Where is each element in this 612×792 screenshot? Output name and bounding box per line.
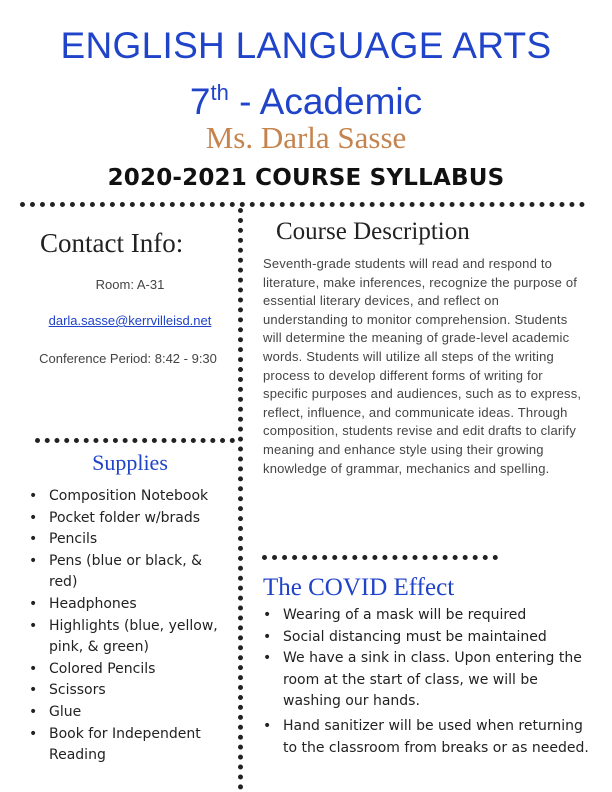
contact-heading: Contact Info: xyxy=(40,228,184,258)
supplies-heading: Supplies xyxy=(92,450,168,475)
conference-period: Conference Period: 8:42 - 9:30 xyxy=(39,351,217,366)
contact-divider xyxy=(35,438,235,443)
list-item: • Hand sanitizer will be used when returning to the classroom from breaks or as needed. xyxy=(254,716,589,759)
list-item: • Book for Independent Reading xyxy=(20,724,232,767)
grade-number: 7 xyxy=(189,81,211,122)
page-subtitle xyxy=(0,70,612,125)
list-item: • Pocket folder w/brads xyxy=(20,508,232,530)
list-item: • Pens (blue or black, & red) xyxy=(20,551,232,594)
course-heading: Course Description xyxy=(276,218,470,245)
covid-list xyxy=(254,605,589,759)
column-divider xyxy=(238,208,243,790)
list-item: • Pencils xyxy=(20,529,232,551)
course-divider xyxy=(262,555,498,560)
list-item: • Composition Notebook xyxy=(20,486,232,508)
teacher-name: Ms. Darla Sasse xyxy=(205,120,407,155)
syllabus-heading: 2020-2021 COURSE SYLLABUS xyxy=(107,165,505,191)
top-divider xyxy=(20,202,585,207)
list-item: • Headphones xyxy=(20,594,232,616)
list-item: • Colored Pencils xyxy=(20,659,232,681)
list-item: • Social distancing must be maintained xyxy=(254,627,589,649)
page-title: ENGLISH LANGUAGE ARTS xyxy=(60,25,552,66)
track-label: - Academic xyxy=(228,81,423,122)
supplies-list xyxy=(20,486,232,767)
room-number: Room: A-31 xyxy=(95,277,165,292)
list-item: • Glue xyxy=(20,702,232,724)
course-description: Seventh-grade students will read and respond to literature, make inferences, recognize the purpose of essential literary devices, and reflect on understanding to monitor comprehension. Students will determine the meaning of grade-level academic words. Students will utilize all steps of the writing process to develop different forms of writing for specific purposes and audiences, such as to express, reflect, influence, and communicate ideas. Through composition, students revise and edit drafts to clarify meaning and enhance style using their growing knowledge of grammar, mechanics and spelling. xyxy=(263,256,582,476)
list-item: • We have a sink in class. Upon entering the room at the start of class, we will be washing our hands. xyxy=(254,648,589,713)
covid-heading: The COVID Effect xyxy=(263,574,455,601)
grade-suffix: th xyxy=(210,80,229,105)
list-item: • Wearing of a mask will be required xyxy=(254,605,589,627)
list-item: • Highlights (blue, yellow, pink, & green) xyxy=(20,616,232,659)
list-item: • Scissors xyxy=(20,680,232,702)
email-link[interactable]: darla.sasse@kerrvilleisd.net xyxy=(48,313,212,328)
